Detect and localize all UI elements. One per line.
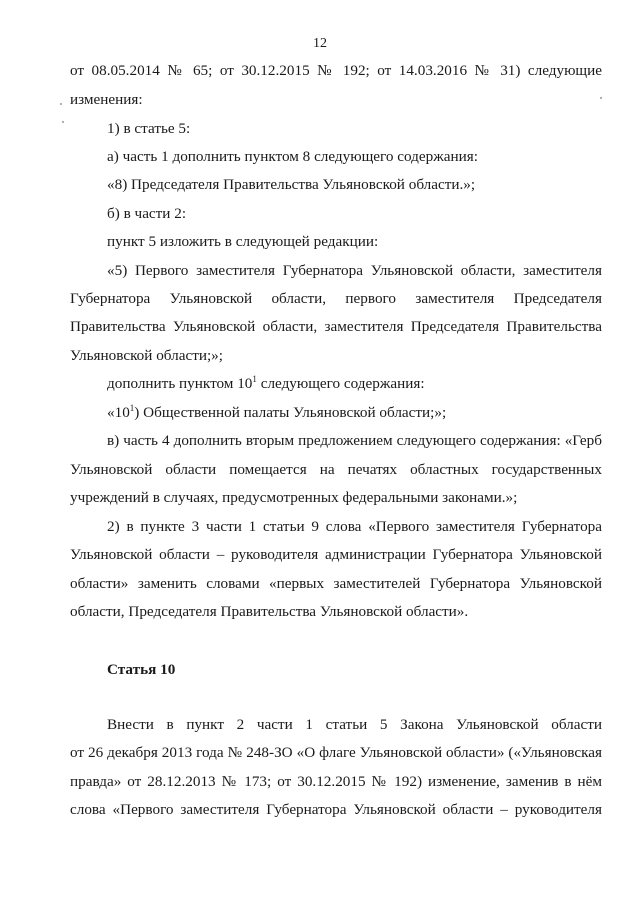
text-line: от 26 декабря 2013 года № 248-ЗО «О флаге Ульяновской области» («Ульяновская <box>70 744 602 761</box>
superscript: 1 <box>129 402 135 413</box>
text-line: правда» от 28.12.2013 № 173; от 30.12.2015 № 192) изменение, заменив в нём <box>70 773 602 790</box>
page-number: 12 <box>313 36 327 51</box>
text-line: изменения: <box>70 91 143 108</box>
text-line: слова «Первого заместителя Губернатора Ульяновской области – руководителя <box>70 801 602 818</box>
text-line: 2) в пункте 3 части 1 статьи 9 слова «Первого заместителя Губернатора <box>107 518 602 535</box>
text-line <box>107 375 602 393</box>
text-line: Ульяновской области;»; <box>70 347 223 364</box>
text-line: области» заменить словами «первых заместителей Губернатора Ульяновской <box>70 575 602 592</box>
scan-speck <box>600 97 602 99</box>
text-line <box>107 404 602 422</box>
text-line: Правительства Ульяновской области, заместителя Председателя Правительства <box>70 318 602 335</box>
superscript: 1 <box>252 373 257 384</box>
text-fragment: ) Общественной палаты Ульяновской области;»; <box>134 404 447 421</box>
text-fragment: «10 <box>107 404 130 421</box>
text-line: пункт 5 изложить в следующей редакции: <box>107 233 379 250</box>
text-line: от 08.05.2014 № 65; от 30.12.2015 № 192; от 14.03.2016 № 31) следующие <box>70 62 602 79</box>
text-line: Ульяновской области помещается на печатях областных государственных <box>70 461 602 478</box>
text-line: учреждений в случаях, предусмотренных федеральными законами.»; <box>70 489 518 506</box>
text-line: 1) в статье 5: <box>107 120 191 137</box>
text-line: в) часть 4 дополнить вторым предложением следующего содержания: «Герб <box>107 432 602 449</box>
text-line: б) в части 2: <box>107 205 187 222</box>
text-line: Губернатора Ульяновской области, первого заместителя Председателя <box>70 290 602 307</box>
text-line: «5) Первого заместителя Губернатора Ульяновской области, заместителя <box>107 262 602 279</box>
text-line: «8) Председателя Правительства Ульяновской области.»; <box>107 176 476 193</box>
scan-speck <box>60 103 62 105</box>
text-line: Ульяновской области – руководителя администрации Губернатора Ульяновской <box>70 546 602 563</box>
text-fragment: дополнить пунктом 10 <box>107 375 253 392</box>
scan-speck <box>62 121 64 123</box>
text-line: а) часть 1 дополнить пунктом 8 следующего содержания: <box>107 148 478 165</box>
text-line: Внести в пункт 2 части 1 статьи 5 Закона Ульяновской области <box>107 716 602 733</box>
text-line: области, Председателя Правительства Ульяновской области». <box>70 603 469 620</box>
section-title: Статья 10 <box>107 661 176 678</box>
text-fragment: следующего содержания: <box>256 375 425 392</box>
